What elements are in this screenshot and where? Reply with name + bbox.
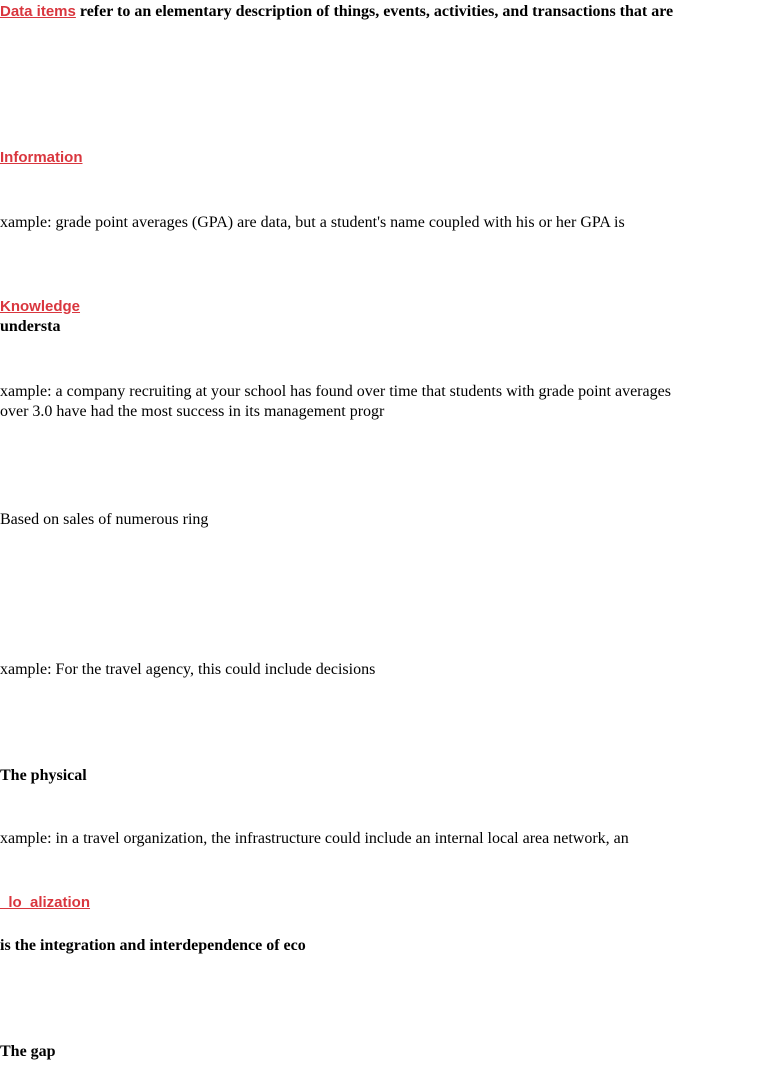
gpa-example-text: xample: grade point averages (GPA) are data, but a student's name coupled with his or her GPA is bbox=[0, 214, 625, 231]
infrastructure-definition-text: The physical bbox=[0, 767, 87, 784]
information-link[interactable]: Information bbox=[0, 149, 83, 166]
data-items-definition-text: refer to an elementary description of things, events, activities, and transactions that are bbox=[75, 3, 674, 20]
digital-divide-definition-text: The gap bbox=[0, 1043, 56, 1060]
data-items-paragraph bbox=[0, 2, 673, 22]
data-items-link[interactable]: Data items bbox=[0, 3, 76, 20]
recruiting-example-line-1: xample: a company recruiting at your school has found over time that students with grade point averages bbox=[0, 383, 671, 400]
information-heading bbox=[0, 148, 83, 168]
knowledge-link[interactable]: Knowledge bbox=[0, 298, 81, 315]
travel-organization-example-text: xample: in a travel organization, the infrastructure could include an internal local area network, an bbox=[0, 830, 629, 847]
travel-agency-example-text: xample: For the travel agency, this could include decisions bbox=[0, 661, 376, 678]
globalization-definition-text: is the integration and interdependence of eco bbox=[0, 937, 306, 954]
sales-example-text: Based on sales of numerous ring bbox=[0, 511, 209, 528]
globalization-heading bbox=[0, 893, 90, 913]
globalization-link[interactable]: lo alization bbox=[0, 894, 91, 911]
knowledge-heading bbox=[0, 297, 80, 317]
recruiting-example-line-2: over 3.0 have had the most success in its management progr bbox=[0, 403, 385, 420]
knowledge-definition-text: understa bbox=[0, 318, 61, 335]
